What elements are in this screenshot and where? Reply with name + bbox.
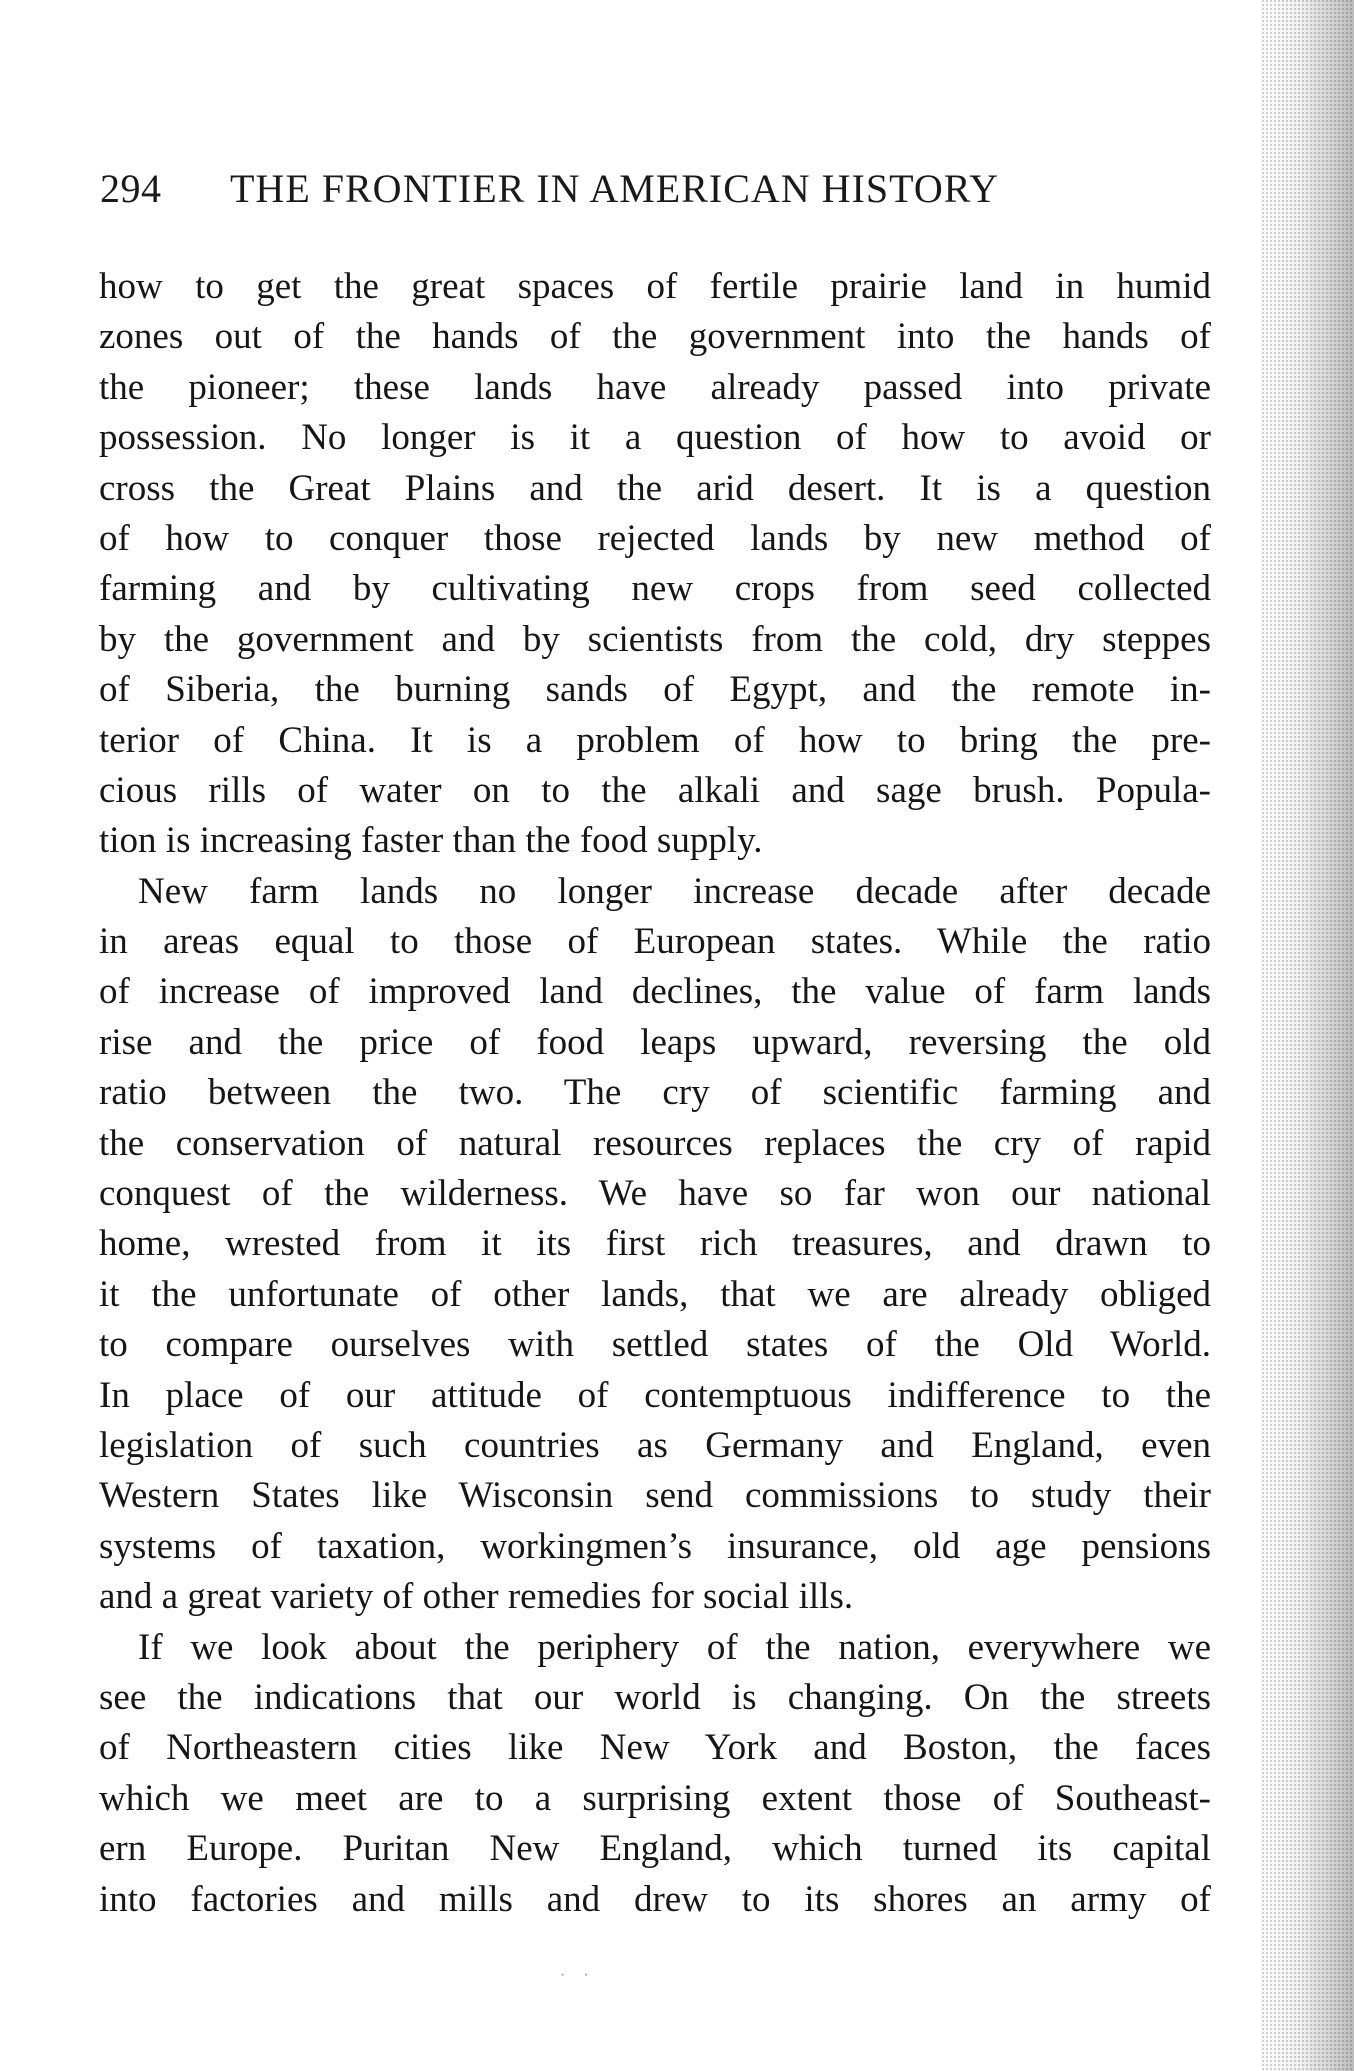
text-line: of Northeastern cities like New York and Boston, the faces — [99, 1727, 1211, 1769]
paragraph-3 — [99, 1623, 1211, 1925]
text-line: into factories and mills and drew to its shores an army of — [99, 1878, 1211, 1920]
text-line: In place of our attitude of contemptuous indifference to the — [99, 1374, 1211, 1416]
text-line: If we look about the periphery of the nation, everywhere we — [138, 1626, 1211, 1668]
paragraph-2 — [99, 867, 1211, 1623]
text-line: terior of China. It is a problem of how to bring the pre- — [99, 719, 1211, 761]
text-line: ern Europe. Puritan New England, which turned its capital — [99, 1828, 1211, 1870]
text-line: the conservation of natural resources replaces the cry of rapid — [99, 1122, 1211, 1164]
text-line: and a great variety of other remedies for social ills. — [99, 1576, 854, 1618]
text-line: possession. No longer is it a question of how to avoid or — [99, 417, 1211, 459]
text-line: conquest of the wilderness. We have so far won our national — [99, 1173, 1211, 1215]
text-line: Western States like Wisconsin send commissions to study their — [99, 1475, 1211, 1517]
text-line: ratio between the two. The cry of scientific farming and — [99, 1072, 1211, 1114]
text-line: legislation of such countries as Germany and England, even — [99, 1424, 1211, 1466]
text-line: the pioneer; these lands have already passed into private — [99, 366, 1211, 408]
text-line: how to get the great spaces of fertile prairie land in humid — [99, 266, 1211, 307]
print-speck-mark: ·· — [560, 1967, 607, 1984]
text-line: farming and by cultivating new crops from seed collected — [99, 568, 1211, 610]
text-line: by the government and by scientists from the cold, dry steppes — [99, 618, 1211, 660]
text-line: rise and the price of food leaps upward, reversing the old — [99, 1021, 1211, 1063]
text-line: of increase of improved land declines, the value of farm lands — [99, 971, 1211, 1013]
book-title: THE FRONTIER IN AMERICAN HISTORY — [230, 166, 1000, 211]
text-line: it the unfortunate of other lands, that we are already obliged — [99, 1273, 1211, 1315]
page-number: 294 — [100, 166, 162, 211]
body-text — [99, 262, 1211, 1925]
text-line: see the indications that our world is changing. On the streets — [99, 1676, 1211, 1718]
running-head — [100, 165, 1150, 225]
text-line: New farm lands no longer increase decade after decade — [138, 870, 1211, 912]
text-line: of how to conquer those rejected lands by new method of — [99, 517, 1211, 559]
text-line: cious rills of water on to the alkali and sage brush. Popula- — [99, 769, 1211, 811]
text-line: systems of taxation, workingmen’s insurance, old age pensions — [99, 1525, 1211, 1567]
text-line: of Siberia, the burning sands of Egypt, and the remote in- — [99, 669, 1211, 711]
page-edge-shadow — [1262, 0, 1354, 2071]
text-line: which we meet are to a surprising extent those of Southeast- — [99, 1777, 1211, 1819]
text-line: to compare ourselves with settled states of the Old World. — [99, 1324, 1211, 1366]
text-line: zones out of the hands of the government into the hands of — [99, 316, 1211, 358]
text-line: cross the Great Plains and the arid desert. It is a question — [99, 467, 1211, 509]
text-line: tion is increasing faster than the food supply. — [99, 820, 763, 862]
text-line: in areas equal to those of European states. While the ratio — [99, 921, 1211, 963]
paragraph-1 — [99, 262, 1211, 867]
text-line: home, wrested from it its first rich treasures, and drawn to — [99, 1223, 1211, 1265]
